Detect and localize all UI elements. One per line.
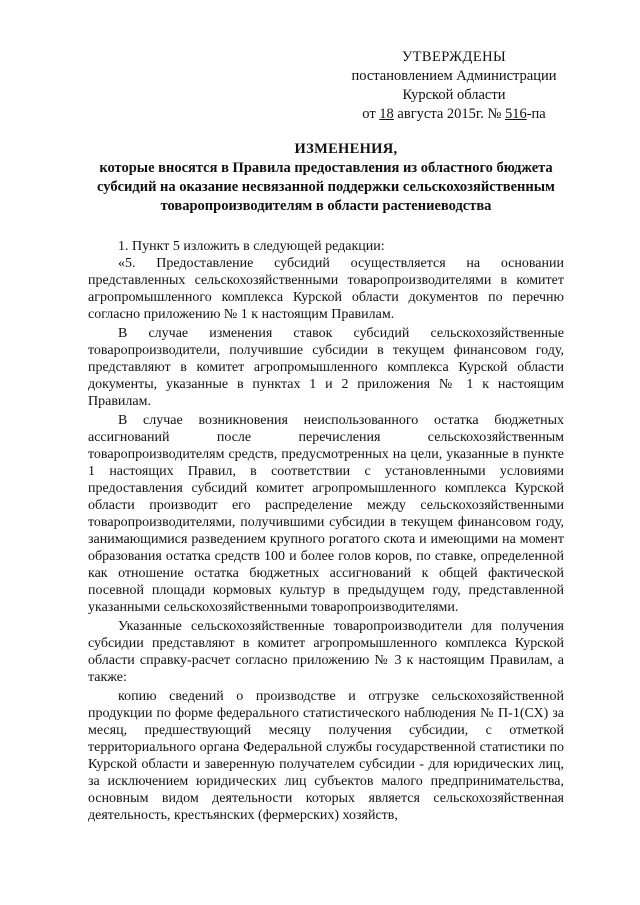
approval-line-1: постановлением Администрации bbox=[351, 68, 557, 84]
approval-line-2: Курской области bbox=[402, 87, 506, 103]
paragraph-4: В случае возникновения неиспользованного остатка бюджетных ассигнований после перечисления сельскохозяйственным товаропроизводителям средств, предусмотренных на цели, указанные в пункте 1 настоящих Правил, в соответствии с установленными условиями предоставления субсидий комитет агропромышленного комплекса Курской области производит его распределение между сельскохозяйственными товаропроизводителями, получившими субсидии в текущем финансовом году, занимающимися разведением крупного рогатого скота и имеющими на момент образования остатка средств 100 и более голов коров, по ставке, определенной как отношение остатка бюджетных ассигнований к общей фактической посевной площади кормовых культур в предыдущем году, представленной указанными сельскохозяйственными товаропроизводителями. bbox=[88, 413, 564, 615]
approval-heading: УТВЕРЖДЕНЫ bbox=[401, 49, 507, 65]
paragraph-5: Указанные сельскохозяйственные товаропроизводители для получения субсидии представляют в комитет агропромышленного комплекса Курской области справку-расчет согласно приложению № 3 к настоящим Правилам, а также: bbox=[88, 619, 564, 685]
approval-stamp bbox=[344, 48, 564, 124]
document-title bbox=[88, 140, 564, 216]
approval-date-line bbox=[344, 105, 564, 124]
title-line-2: которые вносятся в Правила предоставления из областного бюджета bbox=[99, 160, 553, 176]
title-line-4: товаропроизводителям в области растениеводства bbox=[160, 198, 492, 214]
title-line-3: субсидий на оказание несвязанной поддержки сельскохозяйственным bbox=[97, 179, 555, 195]
approval-number: 516 bbox=[504, 106, 527, 122]
paragraph-3: В случае изменения ставок субсидий сельскохозяйственные товаропроизводители, получившие субсидии в текущем финансовом году, представляют в комитет агропромышленного комплекса Курской области документы, указанные в пунктах 1 и 2 приложения № 1 к настоящим Правилам. bbox=[88, 326, 564, 409]
title-line-1: ИЗМЕНЕНИЯ, bbox=[294, 141, 398, 157]
approval-day: 18 bbox=[379, 106, 394, 122]
approval-date-mid: августа 2015г. № bbox=[397, 106, 502, 122]
paragraph-2: «5. Предоставление субсидий осуществляется на основании представленных сельскохозяйственными товаропроизводителями в комитет агропромышленного комплекса Курской области документов по перечню согласно приложению № 1 к настоящим Правилам. bbox=[88, 256, 564, 322]
paragraph-1: 1. Пункт 5 изложить в следующей редакции: bbox=[118, 239, 385, 254]
document-body bbox=[88, 238, 564, 824]
paragraph-6: копию сведений о производстве и отгрузке сельскохозяйственной продукции по форме федерального статистического наблюдения № П-1(СХ) за месяц, предшествующий месяцу получения субсидии, с отметкой территориального органа Федеральной службы государственной статистики по Курской области и заверенную получателем субсидии - для юридических лиц, за исключением юридических лиц субъектов малого предпринимательства, основным видом деятельности которых является сельскохозяйственная деятельность, крестьянских (фермерских) хозяйств, bbox=[88, 689, 564, 823]
approval-date-prefix: от bbox=[362, 106, 376, 122]
approval-date-suffix: -па bbox=[526, 106, 546, 122]
